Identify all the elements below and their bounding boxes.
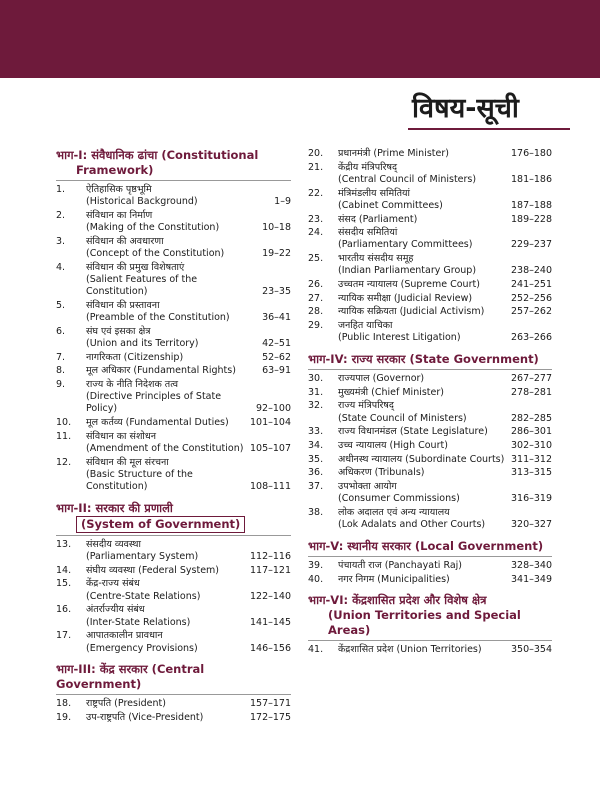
entry-title-hindi: ऐतिहासिक पृष्ठभूमि bbox=[86, 184, 152, 195]
entry-number: 22. bbox=[308, 187, 324, 199]
toc-entry[interactable] bbox=[56, 431, 291, 455]
toc-entry[interactable] bbox=[308, 214, 552, 226]
entry-title bbox=[338, 574, 506, 586]
toc-entry[interactable] bbox=[308, 306, 552, 318]
entry-title-english: (Parliamentary System) bbox=[86, 551, 199, 563]
entry-pages: 172–175 bbox=[249, 711, 291, 723]
toc-entry[interactable] bbox=[56, 417, 291, 429]
entry-number: 34. bbox=[308, 440, 324, 452]
entry-pages: 238–240 bbox=[510, 265, 552, 277]
part-heading-title: भाग-IV: राज्य सरकार (State Government) bbox=[308, 352, 539, 367]
entry-title-hindi: उच्च न्यायालय (High Court) bbox=[338, 440, 448, 452]
entry-pages: 313–315 bbox=[510, 467, 552, 479]
entry-title bbox=[86, 712, 245, 724]
entry-title-hindi: राज्यपाल (Governor) bbox=[338, 373, 425, 385]
entry-title-hindi: मुख्यमंत्री (Chief Minister) bbox=[338, 386, 444, 398]
entry-title bbox=[86, 578, 245, 602]
entry-title-hindi: भारतीय संसदीय समूह bbox=[338, 253, 414, 265]
entry-title bbox=[338, 481, 506, 505]
entry-title-hindi: पंचायती राज (Panchayati Raj) bbox=[338, 559, 463, 571]
toc-entry[interactable] bbox=[308, 148, 552, 160]
entry-title bbox=[338, 306, 506, 318]
entry-number: 8. bbox=[56, 365, 66, 377]
entry-number: 14. bbox=[56, 564, 72, 576]
entry-number: 33. bbox=[308, 426, 324, 438]
entry-pages: 267–277 bbox=[510, 373, 552, 385]
toc-entry[interactable] bbox=[56, 210, 291, 234]
entry-title bbox=[338, 148, 506, 160]
toc-entry[interactable] bbox=[56, 698, 291, 710]
entry-title-hindi: संघ एवं इसका क्षेत्र bbox=[86, 325, 151, 337]
entry-title-hindi: संविधान की प्रमुख विशेषताएं bbox=[86, 261, 185, 273]
entry-pages: 241–251 bbox=[510, 279, 552, 291]
toc-entry[interactable] bbox=[308, 387, 552, 399]
entry-number: 40. bbox=[308, 573, 324, 585]
entry-title bbox=[86, 604, 245, 628]
entry-title-english: (Centre-State Relations) bbox=[86, 590, 201, 602]
toc-entry[interactable] bbox=[308, 440, 552, 452]
entry-title bbox=[338, 426, 506, 438]
entry-number: 36. bbox=[308, 467, 324, 479]
entry-number: 1. bbox=[56, 184, 66, 195]
toc-entry[interactable] bbox=[56, 457, 291, 494]
entry-title-hindi: लोक अदालत एवं अन्य न्यायालय bbox=[338, 507, 450, 519]
entry-pages: 63–91 bbox=[262, 365, 291, 377]
toc-entry[interactable] bbox=[308, 227, 552, 251]
entry-number: 24. bbox=[308, 227, 324, 239]
entry-number: 20. bbox=[308, 148, 324, 159]
entry-title-english: (Historical Background) bbox=[86, 196, 198, 208]
entry-number: 21. bbox=[308, 161, 324, 173]
entry-title-english: (Central Council of Ministers) bbox=[338, 173, 477, 185]
entry-title-english: (Lok Adalats and Other Courts) bbox=[338, 519, 486, 531]
entry-number: 16. bbox=[56, 604, 72, 616]
entry-number: 19. bbox=[56, 711, 72, 723]
entry-title-hindi: संसदीय व्यवस्था bbox=[86, 538, 141, 550]
entry-pages: 341–349 bbox=[510, 573, 552, 585]
entry-title bbox=[338, 188, 506, 212]
entry-title-english: (State Council of Ministers) bbox=[338, 412, 467, 424]
toc-entry[interactable] bbox=[308, 454, 552, 466]
entry-title-hindi: संविधान की प्रस्तावना bbox=[86, 299, 160, 311]
entry-pages: 311–312 bbox=[510, 453, 552, 465]
entry-pages: 229–237 bbox=[510, 239, 552, 251]
entry-pages: 157–171 bbox=[249, 698, 291, 710]
entry-title bbox=[86, 565, 245, 577]
entry-number: 25. bbox=[308, 253, 324, 265]
entry-title-hindi: राज्य मंत्रिपरिषद् bbox=[338, 400, 394, 412]
entry-title-english: (Cabinet Committees) bbox=[338, 199, 443, 211]
entry-number: 2. bbox=[56, 209, 66, 221]
part-heading-subtitle: (Union Territories and Special bbox=[328, 608, 521, 623]
toc-entry[interactable] bbox=[56, 365, 291, 377]
entry-number: 38. bbox=[308, 507, 324, 519]
entry-pages: 117–121 bbox=[249, 564, 291, 576]
entry-title bbox=[86, 417, 245, 429]
entry-title-hindi: अंतर्राज्यीय संबंध bbox=[86, 604, 145, 616]
entry-pages: 328–340 bbox=[510, 559, 552, 571]
entry-pages: 278–281 bbox=[510, 386, 552, 398]
toc-entry[interactable] bbox=[308, 481, 552, 505]
entry-pages: 181–186 bbox=[510, 173, 552, 185]
entry-title bbox=[338, 560, 506, 572]
entry-title-english: (Consumer Commissions) bbox=[338, 493, 460, 505]
entry-title bbox=[338, 279, 506, 291]
entry-title bbox=[338, 162, 506, 186]
part-heading-subtitle: Framework) bbox=[76, 163, 154, 177]
entry-title-hindi: अधिकरण (Tribunals) bbox=[338, 467, 425, 479]
entry-number: 32. bbox=[308, 400, 324, 412]
entry-number: 6. bbox=[56, 325, 66, 337]
section-gap bbox=[56, 726, 291, 732]
entry-number: 35. bbox=[308, 453, 324, 465]
entry-title-hindi: संघीय व्यवस्था (Federal System) bbox=[86, 564, 220, 576]
title-underline bbox=[408, 128, 570, 130]
entry-number: 37. bbox=[308, 481, 324, 493]
entry-pages: 282–285 bbox=[510, 412, 552, 424]
entry-title-english: (Inter-State Relations) bbox=[86, 616, 191, 628]
entry-title bbox=[338, 467, 506, 479]
entry-title bbox=[86, 210, 245, 234]
toc-right-column bbox=[308, 148, 552, 664]
toc-entry[interactable] bbox=[56, 604, 291, 628]
entry-number: 10. bbox=[56, 417, 72, 429]
entry-title bbox=[86, 431, 245, 455]
entry-title bbox=[338, 400, 506, 424]
toc-entry[interactable] bbox=[308, 560, 552, 572]
entry-pages: 19–22 bbox=[262, 248, 291, 260]
toc-entry[interactable] bbox=[56, 379, 291, 416]
toc-entry[interactable] bbox=[308, 574, 552, 586]
entry-title-hindi: मूल कर्तव्य (Fundamental Duties) bbox=[86, 417, 229, 429]
entry-title bbox=[338, 507, 506, 531]
part-heading bbox=[308, 352, 552, 370]
toc-entry[interactable] bbox=[56, 712, 291, 724]
entry-pages: 108–111 bbox=[249, 481, 291, 493]
entry-number: 11. bbox=[56, 430, 72, 442]
toc-entry[interactable] bbox=[308, 507, 552, 531]
entry-title-english: (Basic Structure of the Constitution) bbox=[86, 468, 193, 493]
entry-title bbox=[86, 262, 245, 299]
entry-title bbox=[86, 326, 245, 350]
entry-number: 12. bbox=[56, 456, 72, 468]
toc-entry[interactable] bbox=[56, 352, 291, 364]
entry-number: 17. bbox=[56, 630, 72, 642]
toc-entry[interactable] bbox=[56, 236, 291, 260]
entry-number: 29. bbox=[308, 320, 324, 332]
entry-title-english: (Concept of the Constitution) bbox=[86, 248, 225, 260]
toc-entry[interactable] bbox=[308, 320, 552, 344]
part-heading-title: भाग-III: केंद्र सरकार (Central Government) bbox=[56, 662, 205, 692]
entry-title-english: (Making of the Constitution) bbox=[86, 222, 220, 234]
toc-entry[interactable] bbox=[56, 630, 291, 654]
entry-title bbox=[338, 644, 506, 656]
entry-pages: 187–188 bbox=[510, 199, 552, 211]
part-heading-boxed: (System of Government) bbox=[76, 516, 245, 533]
entry-title-hindi: केंद्रीय मंत्रिपरिषद् bbox=[338, 161, 397, 173]
entry-title bbox=[338, 214, 506, 226]
toc-entry[interactable] bbox=[308, 644, 552, 656]
part-heading-subtitle: Areas) bbox=[328, 623, 371, 638]
entry-title-hindi: मूल अधिकार (Fundamental Rights) bbox=[86, 365, 236, 377]
entry-number: 13. bbox=[56, 538, 72, 550]
entry-pages: 146–156 bbox=[249, 642, 291, 654]
toc-entry[interactable] bbox=[56, 184, 291, 208]
entry-title bbox=[86, 300, 245, 324]
entry-title bbox=[86, 236, 245, 260]
part-heading bbox=[308, 593, 552, 641]
toc-entry[interactable] bbox=[56, 565, 291, 577]
entry-title-hindi: मंत्रिमंडलीय समितियां bbox=[338, 187, 410, 199]
entry-title-hindi: आपातकालीन प्रावधान bbox=[86, 630, 163, 642]
entry-number: 3. bbox=[56, 235, 66, 247]
entry-title bbox=[86, 539, 245, 563]
toc-entry[interactable] bbox=[308, 426, 552, 438]
entry-pages: 350–354 bbox=[510, 644, 552, 656]
entry-number: 41. bbox=[308, 644, 324, 656]
entry-title-hindi: केंद्रशासित प्रदेश (Union Territories) bbox=[338, 644, 482, 656]
entry-title bbox=[338, 440, 506, 452]
entry-number: 39. bbox=[308, 559, 324, 571]
entry-title bbox=[338, 454, 506, 466]
entry-number: 30. bbox=[308, 373, 324, 385]
toc-entry[interactable] bbox=[56, 539, 291, 563]
entry-number: 26. bbox=[308, 279, 324, 291]
entry-title bbox=[86, 365, 245, 377]
entry-title bbox=[86, 184, 245, 208]
entry-title bbox=[86, 698, 245, 710]
entry-number: 9. bbox=[56, 379, 66, 391]
entry-number: 31. bbox=[308, 386, 324, 398]
toc-entry[interactable] bbox=[308, 373, 552, 385]
entry-title bbox=[86, 630, 245, 654]
entry-title-hindi: केंद्र-राज्य संबंध bbox=[86, 578, 140, 590]
entry-pages: 122–140 bbox=[249, 590, 291, 602]
entry-pages: 141–145 bbox=[249, 616, 291, 628]
entry-title bbox=[338, 373, 506, 385]
section-gap bbox=[308, 658, 552, 664]
entry-title-english: (Preamble of the Constitution) bbox=[86, 312, 230, 324]
part-heading bbox=[56, 501, 291, 536]
part-heading-title: भाग-I: संवैधानिक ढांचा (Constitutional bbox=[56, 148, 259, 162]
part-heading-title: भाग-VI: केंद्रशासित प्रदेश और विशेष क्षेत्र bbox=[308, 593, 487, 608]
entry-title-english: (Indian Parliamentary Group) bbox=[338, 265, 477, 277]
entry-pages: 316–319 bbox=[510, 493, 552, 505]
entry-number: 15. bbox=[56, 578, 72, 590]
entry-number: 28. bbox=[308, 306, 324, 318]
entry-title-english: (Emergency Provisions) bbox=[86, 642, 198, 654]
entry-title-hindi: राज्य विधानमंडल (State Legislature) bbox=[338, 426, 488, 438]
entry-title-english: (Directive Principles of State Policy) bbox=[86, 391, 222, 415]
entry-title-english: (Salient Features of the Constitution) bbox=[86, 273, 198, 298]
entry-number: 7. bbox=[56, 351, 66, 363]
toc-entry[interactable] bbox=[308, 162, 552, 186]
entry-title-hindi: उच्चतम न्यायालय (Supreme Court) bbox=[338, 279, 480, 291]
entry-title bbox=[338, 387, 506, 399]
entry-title-hindi: जनहित याचिका bbox=[338, 320, 393, 332]
entry-pages: 257–262 bbox=[510, 306, 552, 318]
entry-title-hindi: संविधान की अवधारणा bbox=[86, 235, 164, 247]
entry-title-hindi: न्यायिक समीक्षा (Judicial Review) bbox=[338, 292, 473, 304]
entry-title-hindi: संविधान का निर्माण bbox=[86, 209, 153, 221]
entry-pages: 263–266 bbox=[510, 332, 552, 344]
part-heading-title: भाग-II: सरकार की प्रणाली bbox=[56, 500, 173, 515]
entry-pages: 302–310 bbox=[510, 440, 552, 452]
entry-number: 18. bbox=[56, 698, 72, 710]
entry-pages: 52–62 bbox=[262, 351, 291, 363]
toc-entry[interactable] bbox=[56, 578, 291, 602]
entry-number: 4. bbox=[56, 261, 66, 273]
toc-entry[interactable] bbox=[56, 262, 291, 299]
entry-pages: 23–35 bbox=[262, 286, 291, 298]
entry-title-hindi: संसदीय समितियां bbox=[338, 227, 398, 239]
entry-title-hindi: न्यायिक सक्रियता (Judicial Activism) bbox=[338, 306, 485, 318]
entry-title-english: (Parliamentary Committees) bbox=[338, 239, 473, 251]
entry-pages: 286–301 bbox=[510, 426, 552, 438]
toc-entry[interactable] bbox=[56, 326, 291, 350]
toc-entry[interactable] bbox=[308, 188, 552, 212]
part-heading bbox=[56, 662, 291, 695]
entry-pages: 189–228 bbox=[510, 213, 552, 225]
entry-title-hindi: उप-राष्ट्रपति (Vice-President) bbox=[86, 711, 204, 723]
part-heading bbox=[308, 539, 552, 557]
entry-pages: 320–327 bbox=[510, 519, 552, 531]
entry-title bbox=[86, 379, 245, 416]
entry-pages: 92–100 bbox=[256, 403, 291, 415]
entry-title-hindi: नागरिकता (Citizenship) bbox=[86, 351, 184, 363]
entry-number: 27. bbox=[308, 292, 324, 304]
entry-number: 23. bbox=[308, 213, 324, 225]
entry-title bbox=[338, 293, 506, 305]
entry-pages: 105–107 bbox=[249, 443, 291, 455]
toc-entry[interactable] bbox=[308, 467, 552, 479]
entry-title-english: (Public Interest Litigation) bbox=[338, 332, 461, 344]
part-heading bbox=[56, 148, 291, 181]
entry-pages: 42–51 bbox=[262, 337, 291, 349]
header-band bbox=[0, 0, 600, 78]
entry-title-english: (Amendment of the Constitution) bbox=[86, 443, 244, 455]
entry-title-hindi: प्रधानमंत्री (Prime Minister) bbox=[338, 148, 449, 159]
entry-pages: 112–116 bbox=[249, 551, 291, 563]
entry-title-hindi: संविधान का संशोधन bbox=[86, 430, 156, 442]
entry-pages: 101–104 bbox=[249, 417, 291, 429]
toc-entry[interactable] bbox=[308, 253, 552, 277]
entry-title-hindi: उपभोक्ता आयोग bbox=[338, 481, 397, 493]
entry-title-hindi: संसद (Parliament) bbox=[338, 213, 418, 225]
toc-entry[interactable] bbox=[308, 400, 552, 424]
toc-entry[interactable] bbox=[308, 293, 552, 305]
entry-pages: 36–41 bbox=[262, 312, 291, 324]
entry-title-hindi: नगर निगम (Municipalities) bbox=[338, 573, 450, 585]
entry-title bbox=[338, 227, 506, 251]
entry-title bbox=[86, 457, 245, 494]
entry-number: 5. bbox=[56, 299, 66, 311]
page-title: विषय-सूची bbox=[412, 93, 519, 124]
toc-entry[interactable] bbox=[308, 279, 552, 291]
entry-title bbox=[338, 253, 506, 277]
entry-title bbox=[86, 352, 245, 364]
toc-entry[interactable] bbox=[56, 300, 291, 324]
entry-pages: 10–18 bbox=[262, 222, 291, 234]
entry-pages: 176–180 bbox=[510, 148, 552, 159]
entry-title-english: (Union and its Territory) bbox=[86, 337, 199, 349]
entry-pages: 252–256 bbox=[510, 292, 552, 304]
entry-title-hindi: राष्ट्रपति (President) bbox=[86, 698, 166, 710]
part-heading-title: भाग-V: स्थानीय सरकार (Local Government) bbox=[308, 538, 544, 553]
entry-title-hindi: संविधान की मूल संरचना bbox=[86, 456, 169, 468]
entry-pages: 1–9 bbox=[274, 196, 291, 208]
entry-title-hindi: राज्य के नीति निदेशक तत्व bbox=[86, 379, 179, 391]
toc-left-column bbox=[56, 148, 291, 732]
entry-title bbox=[338, 320, 506, 344]
entry-title-hindi: अधीनस्थ न्यायालय (Subordinate Courts) bbox=[338, 453, 505, 465]
